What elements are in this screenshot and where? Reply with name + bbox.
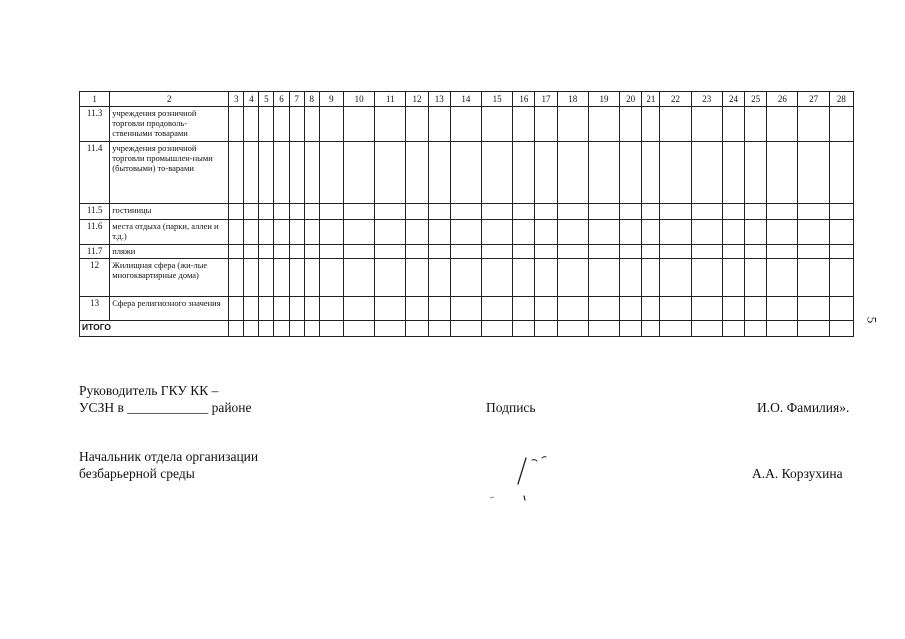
empty-cell [319,204,343,220]
empty-cell [304,204,319,220]
column-header-22: 22 [660,92,691,107]
chief-title-line1: Начальник отдела организации [79,449,259,464]
empty-cell [557,321,588,337]
empty-cell [513,220,535,245]
empty-cell [229,259,244,297]
column-header-1: 1 [80,92,110,107]
empty-cell [691,204,722,220]
column-header-16: 16 [513,92,535,107]
empty-cell [319,142,343,204]
empty-cell [289,142,304,204]
empty-cell [588,245,619,259]
empty-cell [620,204,642,220]
empty-cell [244,245,259,259]
empty-cell [557,107,588,142]
empty-cell [722,321,744,337]
empty-cell [319,321,343,337]
empty-cell [344,142,375,204]
empty-cell [375,220,406,245]
empty-cell [722,245,744,259]
empty-cell [620,220,642,245]
column-header-25: 25 [745,92,767,107]
empty-cell [745,259,767,297]
empty-cell [289,107,304,142]
empty-cell [344,107,375,142]
empty-cell [344,259,375,297]
empty-cell [642,245,660,259]
column-header-8: 8 [304,92,319,107]
empty-cell [274,321,289,337]
empty-cell [588,220,619,245]
empty-cell [767,245,798,259]
empty-cell [798,107,829,142]
empty-cell [304,245,319,259]
empty-cell [642,142,660,204]
column-header-21: 21 [642,92,660,107]
page-number: 5 [864,316,880,324]
empty-cell [660,321,691,337]
row-number: 11.5 [80,204,110,220]
empty-cell [691,142,722,204]
row-number: 11.7 [80,245,110,259]
empty-cell [620,259,642,297]
row-description: места отдыха (парки, аллеи и т.д.) [110,220,229,245]
empty-cell [798,204,829,220]
empty-cell [557,259,588,297]
empty-cell [406,297,428,321]
empty-cell [557,204,588,220]
empty-cell [557,245,588,259]
empty-cell [450,297,481,321]
empty-cell [289,245,304,259]
column-header-5: 5 [259,92,274,107]
empty-cell [304,142,319,204]
empty-cell [557,297,588,321]
empty-cell [691,107,722,142]
empty-cell [745,220,767,245]
empty-cell [722,297,744,321]
empty-cell [767,142,798,204]
empty-cell [274,245,289,259]
empty-cell [642,204,660,220]
empty-cell [428,245,450,259]
empty-cell [798,297,829,321]
empty-cell [691,220,722,245]
empty-cell [722,220,744,245]
empty-cell [767,321,798,337]
empty-cell [428,321,450,337]
empty-cell [588,107,619,142]
empty-cell [428,259,450,297]
column-header-9: 9 [319,92,343,107]
empty-cell [450,220,481,245]
empty-cell [289,297,304,321]
empty-cell [406,259,428,297]
empty-cell [482,259,513,297]
empty-cell [274,220,289,245]
empty-cell [660,297,691,321]
empty-cell [259,297,274,321]
chief-name: А.А. Корзухина [752,466,843,481]
empty-cell [229,220,244,245]
empty-cell [375,321,406,337]
empty-cell [588,259,619,297]
row-number: 13 [80,297,110,321]
column-header-3: 3 [229,92,244,107]
empty-cell [428,220,450,245]
column-header-18: 18 [557,92,588,107]
row-number: 12 [80,259,110,297]
empty-cell [620,245,642,259]
empty-cell [406,107,428,142]
empty-cell [588,142,619,204]
table-row [80,245,854,259]
empty-cell [319,220,343,245]
empty-cell [798,259,829,297]
empty-cell [642,107,660,142]
empty-cell [620,321,642,337]
empty-cell [798,142,829,204]
empty-cell [304,259,319,297]
empty-cell [450,245,481,259]
empty-cell [406,204,428,220]
row-description: гостиницы [110,204,229,220]
empty-cell [829,297,853,321]
empty-cell [274,142,289,204]
empty-cell [513,142,535,204]
empty-cell [375,142,406,204]
head-title-line2: УСЗН в ____________ районе [79,400,252,415]
empty-cell [691,297,722,321]
empty-cell [829,321,853,337]
empty-cell [319,297,343,321]
row-description: Сфера религиозного значения [110,297,229,321]
empty-cell [745,245,767,259]
empty-cell [482,321,513,337]
column-header-19: 19 [588,92,619,107]
empty-cell [450,204,481,220]
empty-cell [274,204,289,220]
row-number: 11.6 [80,220,110,245]
empty-cell [229,204,244,220]
column-header-20: 20 [620,92,642,107]
empty-cell [513,245,535,259]
empty-cell [344,245,375,259]
empty-cell [344,204,375,220]
empty-cell [259,142,274,204]
empty-cell [642,259,660,297]
empty-cell [229,107,244,142]
empty-cell [642,321,660,337]
empty-cell [259,204,274,220]
empty-cell [450,259,481,297]
empty-cell [798,245,829,259]
column-header-10: 10 [344,92,375,107]
empty-cell [259,107,274,142]
empty-cell [660,204,691,220]
empty-cell [482,297,513,321]
empty-cell [375,204,406,220]
empty-cell [745,204,767,220]
empty-cell [482,204,513,220]
column-header-4: 4 [244,92,259,107]
empty-cell [406,142,428,204]
empty-cell [513,204,535,220]
empty-cell [535,220,557,245]
row-description: учреждения розничной торговли промышлен-ными (бытовыми) то-варами [110,142,229,204]
empty-cell [375,107,406,142]
column-header-28: 28 [829,92,853,107]
row-description: учреждения розничной торговли продоволь-ственными товарами [110,107,229,142]
empty-cell [482,142,513,204]
row-number: 11.3 [80,107,110,142]
empty-cell [289,220,304,245]
head-name: И.О. Фамилия». [757,400,850,415]
empty-cell [428,107,450,142]
table-row [80,142,854,204]
empty-cell [375,259,406,297]
empty-cell [620,297,642,321]
empty-cell [244,321,259,337]
empty-cell [660,259,691,297]
empty-cell [722,204,744,220]
empty-cell [274,297,289,321]
report-table [79,91,854,337]
empty-cell [642,220,660,245]
empty-cell [535,245,557,259]
column-header-7: 7 [289,92,304,107]
table-row [80,220,854,245]
empty-cell [588,297,619,321]
empty-cell [829,107,853,142]
empty-cell [722,259,744,297]
empty-cell [304,107,319,142]
column-header-26: 26 [767,92,798,107]
table-body [80,107,854,337]
empty-cell [244,204,259,220]
empty-cell [691,259,722,297]
empty-cell [428,204,450,220]
empty-cell [428,297,450,321]
empty-cell [557,220,588,245]
row-description: ИТОГО [80,321,229,337]
empty-cell [767,107,798,142]
table-row [80,297,854,321]
empty-cell [535,107,557,142]
empty-cell [289,321,304,337]
column-header-14: 14 [450,92,481,107]
empty-cell [406,245,428,259]
empty-cell [229,245,244,259]
empty-cell [620,107,642,142]
empty-cell [767,259,798,297]
empty-cell [722,107,744,142]
column-header-23: 23 [691,92,722,107]
empty-cell [691,321,722,337]
empty-cell [244,220,259,245]
empty-cell [259,220,274,245]
empty-cell [375,245,406,259]
empty-cell [244,297,259,321]
empty-cell [588,321,619,337]
empty-cell [829,220,853,245]
empty-cell [406,220,428,245]
column-header-13: 13 [428,92,450,107]
empty-cell [244,259,259,297]
empty-cell [829,142,853,204]
empty-cell [660,220,691,245]
empty-cell [274,259,289,297]
empty-cell [304,297,319,321]
empty-cell [513,297,535,321]
empty-cell [660,245,691,259]
column-header-15: 15 [482,92,513,107]
empty-cell [229,297,244,321]
empty-cell [745,297,767,321]
empty-cell [450,142,481,204]
column-header-6: 6 [274,92,289,107]
empty-cell [344,321,375,337]
empty-cell [535,321,557,337]
empty-cell [767,220,798,245]
empty-cell [829,204,853,220]
table-row [80,107,854,142]
empty-cell [660,107,691,142]
row-number: 11.4 [80,142,110,204]
empty-cell [428,142,450,204]
column-header-11: 11 [375,92,406,107]
row-description: пляжи [110,245,229,259]
empty-cell [557,142,588,204]
empty-cell [450,107,481,142]
empty-cell [722,142,744,204]
empty-cell [482,107,513,142]
empty-cell [274,107,289,142]
empty-cell [535,204,557,220]
empty-cell [535,297,557,321]
empty-cell [513,107,535,142]
table-header-row [80,92,854,107]
empty-cell [450,321,481,337]
empty-cell [319,107,343,142]
empty-cell [513,321,535,337]
empty-cell [745,321,767,337]
column-header-2: 2 [110,92,229,107]
row-description: Жилищная сфера (жи-лые многоквартирные дома) [110,259,229,297]
empty-cell [406,321,428,337]
empty-cell [588,204,619,220]
handwritten-signature [480,450,560,510]
empty-cell [535,142,557,204]
empty-cell [304,220,319,245]
empty-cell [304,321,319,337]
empty-cell [289,204,304,220]
empty-cell [229,321,244,337]
empty-cell [767,204,798,220]
column-header-17: 17 [535,92,557,107]
empty-cell [375,297,406,321]
signature-label: Подпись [486,400,536,415]
table-row [80,321,854,337]
empty-cell [319,245,343,259]
empty-cell [344,220,375,245]
empty-cell [767,297,798,321]
empty-cell [745,107,767,142]
empty-cell [259,259,274,297]
empty-cell [829,245,853,259]
table-row [80,259,854,297]
empty-cell [745,142,767,204]
empty-cell [244,142,259,204]
empty-cell [482,220,513,245]
empty-cell [289,259,304,297]
head-title-line1: Руководитель ГКУ КК – [79,383,219,398]
empty-cell [244,107,259,142]
empty-cell [620,142,642,204]
column-header-27: 27 [798,92,829,107]
empty-cell [660,142,691,204]
empty-cell [642,297,660,321]
empty-cell [482,245,513,259]
empty-cell [691,245,722,259]
empty-cell [259,245,274,259]
chief-title-line2: безбарьерной среды [79,466,195,481]
table-row [80,204,854,220]
empty-cell [798,220,829,245]
empty-cell [319,259,343,297]
empty-cell [344,297,375,321]
empty-cell [829,259,853,297]
empty-cell [229,142,244,204]
empty-cell [513,259,535,297]
empty-cell [535,259,557,297]
column-header-12: 12 [406,92,428,107]
empty-cell [259,321,274,337]
empty-cell [798,321,829,337]
column-header-24: 24 [722,92,744,107]
